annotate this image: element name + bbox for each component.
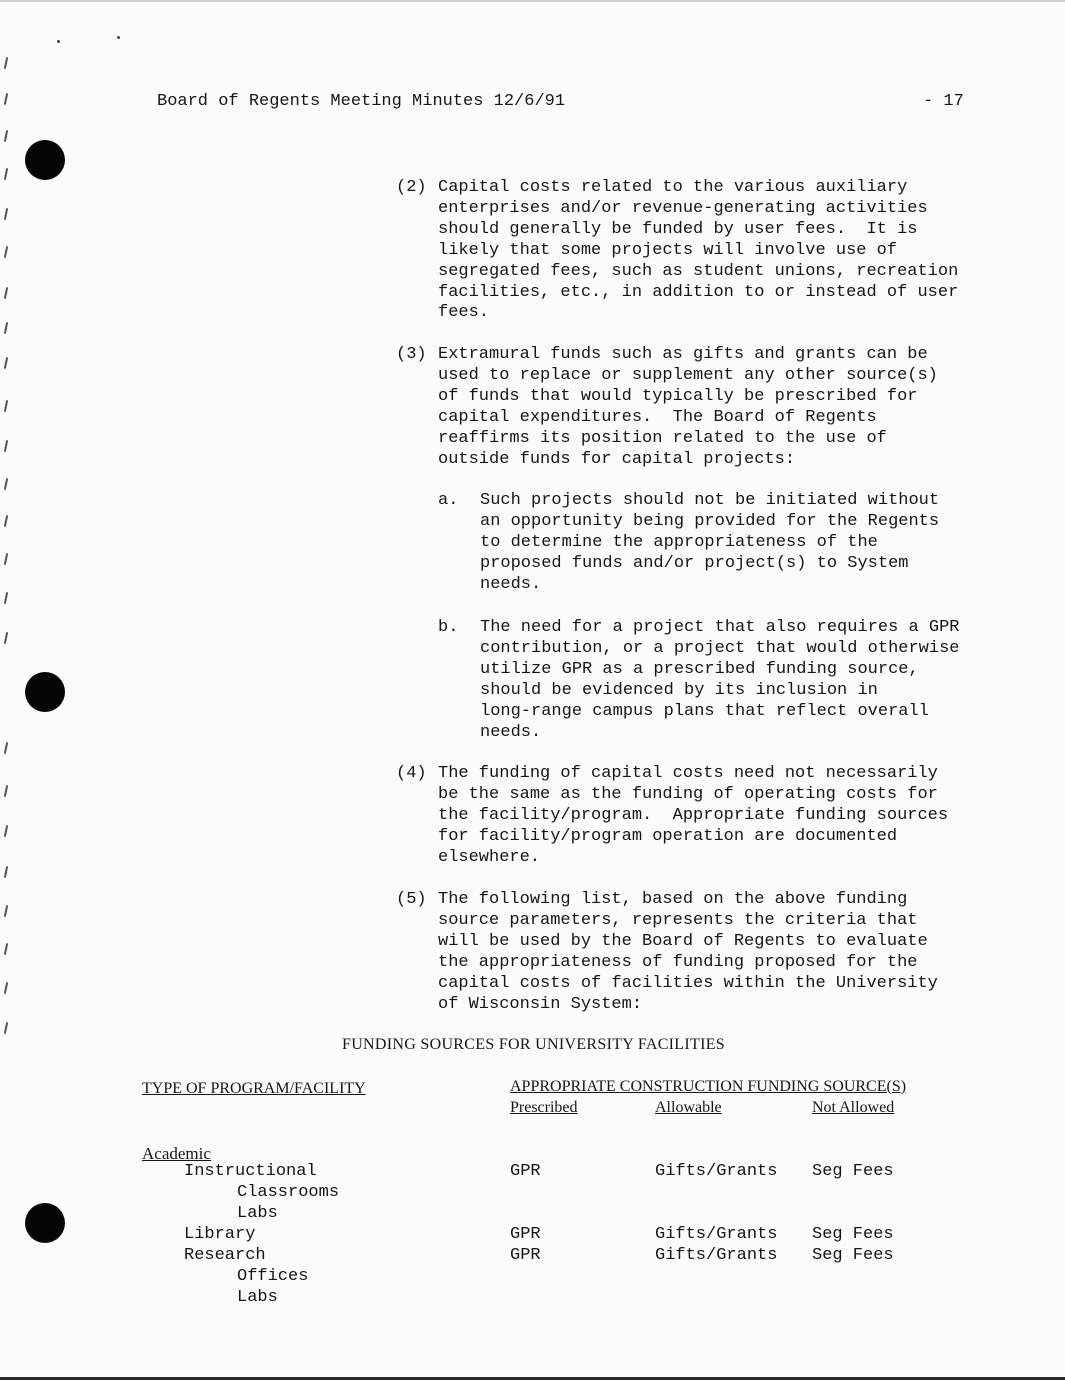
margin-mark xyxy=(4,93,8,105)
scan-speck xyxy=(117,36,120,39)
margin-mark xyxy=(4,825,8,837)
margin-mark xyxy=(4,130,8,142)
table-cell-not-allowed: Seg Fees xyxy=(812,1246,894,1265)
column-group-header: APPROPRIATE CONSTRUCTION FUNDING SOURCE(S) xyxy=(510,1078,907,1095)
table-caption: FUNDING SOURCES FOR UNIVERSITY FACILITIES xyxy=(342,1036,725,1053)
margin-mark xyxy=(4,866,8,878)
margin-mark xyxy=(4,246,8,258)
punch-hole-top xyxy=(25,140,65,180)
margin-mark xyxy=(4,208,8,220)
margin-mark xyxy=(4,785,8,797)
item-number: (3) xyxy=(396,345,427,364)
item-text: Capital costs related to the various auxiliary enterprises and/or revenue-generating activities should generally be funded by user fees. It is likely that some projects will involve use of segregated fees, such as student unions, recreation facilities, etc., in addition to or instead of user fees. xyxy=(438,178,959,323)
item-number: (2) xyxy=(396,178,427,197)
item-text: Extramural funds such as gifts and grants can be used to replace or supplement any other source(s) of funds that would typically be prescribed for capital expenditures. The Board of Regents reaffirms its position related to the use of outside funds for capital projects: xyxy=(438,345,938,469)
table-cell-not-allowed: Seg Fees xyxy=(812,1225,894,1244)
table-cell-allowable: Gifts/Grants xyxy=(655,1246,778,1265)
item-text: The following list, based on the above funding source parameters, represents the criteria that will be used by the Board of Regents to evaluate the appropriateness of funding proposed for the capital costs of facilities within the University of Wisconsin System: xyxy=(438,890,938,1014)
margin-mark xyxy=(4,287,8,299)
table-category: Academic xyxy=(142,1144,211,1163)
punch-hole-bottom xyxy=(25,1203,65,1243)
table-row-label: Labs xyxy=(237,1204,278,1223)
item-number: (5) xyxy=(396,890,427,909)
table-row-label: Labs xyxy=(237,1288,278,1307)
margin-mark xyxy=(4,905,8,917)
margin-mark xyxy=(4,400,8,412)
margin-mark xyxy=(4,440,8,452)
punch-hole-middle xyxy=(25,672,65,712)
scan-speck xyxy=(57,40,60,43)
margin-mark xyxy=(4,632,8,644)
margin-mark xyxy=(4,742,8,754)
margin-mark xyxy=(4,357,8,369)
subitem-letter: b. xyxy=(438,618,459,637)
page-number: - 17 xyxy=(923,92,964,111)
column-header-allowable: Allowable xyxy=(655,1099,722,1116)
item-text: The funding of capital costs need not necessarily be the same as the funding of operating costs for the facility/program. Appropriate funding sources for facility/program operation are documented elsewhere. xyxy=(438,764,949,867)
subitem-text: The need for a project that also requires a GPR contribution, or a project that would otherwise utilize GPR as a prescribed funding source, should be evidenced by its inclusion in long-range campus plans that reflect overall needs. xyxy=(480,618,960,742)
margin-mark xyxy=(4,553,8,565)
table-cell-prescribed: GPR xyxy=(510,1246,541,1265)
table-cell-prescribed: GPR xyxy=(510,1225,541,1244)
scan-top-edge xyxy=(0,0,1065,2)
item-number: (4) xyxy=(396,764,427,783)
table-row-label: Research xyxy=(184,1246,266,1265)
margin-mark xyxy=(4,322,8,334)
page-header-title: Board of Regents Meeting Minutes 12/6/91 xyxy=(157,92,566,111)
table-cell-prescribed: GPR xyxy=(510,1162,541,1181)
table-row-label: Offices xyxy=(237,1267,309,1286)
margin-mark xyxy=(4,592,8,604)
margin-mark xyxy=(4,478,8,490)
table-cell-not-allowed: Seg Fees xyxy=(812,1162,894,1181)
subitem-text: Such projects should not be initiated without an opportunity being provided for the Regents to determine the appropriateness of the proposed funds and/or project(s) to System needs. xyxy=(480,491,940,594)
margin-mark xyxy=(4,57,8,69)
margin-mark xyxy=(4,982,8,994)
margin-mark xyxy=(4,943,8,955)
table-row-label: Classrooms xyxy=(237,1183,340,1202)
margin-mark xyxy=(4,515,8,527)
margin-mark xyxy=(4,1022,8,1034)
margin-mark xyxy=(4,168,8,180)
table-cell-allowable: Gifts/Grants xyxy=(655,1162,778,1181)
subitem-letter: a. xyxy=(438,491,459,510)
table-cell-allowable: Gifts/Grants xyxy=(655,1225,778,1244)
column-header-prescribed: Prescribed xyxy=(510,1099,578,1116)
column-header-not-allowed: Not Allowed xyxy=(812,1099,895,1116)
table-row-label: Instructional xyxy=(184,1162,317,1181)
column-header-type: TYPE OF PROGRAM/FACILITY xyxy=(142,1080,366,1097)
table-row-label: Library xyxy=(184,1225,256,1244)
